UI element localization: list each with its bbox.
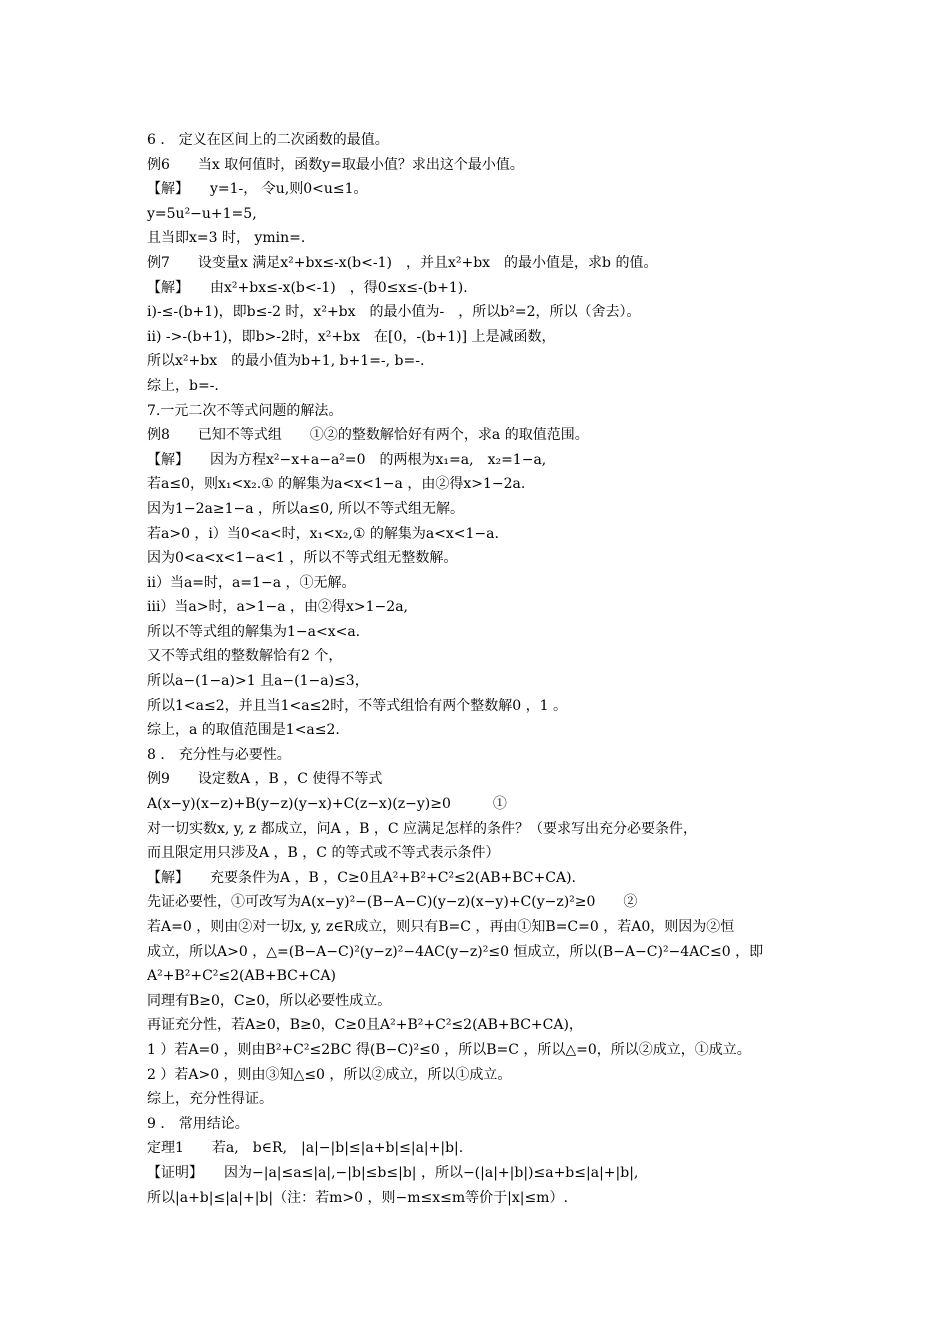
text-line: 再证充分性，若A≥0，B≥0，C≥0且A²+B²+C²≤2(AB+BC+CA)， xyxy=(147,1017,583,1034)
text-line: 同理有B≥0，C≥0，所以必要性成立。 xyxy=(147,992,392,1009)
text-line: 综上，b=-. xyxy=(147,377,219,394)
text-line: 所以a−(1−a)>1 且a−(1−a)≤3， xyxy=(147,673,369,690)
text-line: 若a>0 ，ⅰ）当0<a<时，x₁<x₂,① 的解集为a<x<1−a. xyxy=(147,525,499,542)
text-line: 所以x²+bx 的最小值为b+1, b+1=-, b=-. xyxy=(147,353,425,370)
text-line: 所以1<a≤2，并且当1<a≤2时，不等式组恰有两个整数解0 ，1 。 xyxy=(147,697,567,714)
text-line: ⅱ）当a=时，a=1−a ，①无解。 xyxy=(147,574,356,591)
example-8: 例8 已知不等式组 ①②的整数解恰好有两个，求a 的取值范围。 xyxy=(147,427,589,444)
text-line: 又不等式组的整数解恰有2 个， xyxy=(147,648,343,665)
text-line: ⅱ) ->-(b+1)，即b>-2时，x²+bx 在[0，-(b+1)] 上是减函数， xyxy=(147,328,556,345)
text-line: y=5u²−u+1=5, xyxy=(147,205,257,222)
text-line: ⅰ)-≤-(b+1)，即b≤-2 时，x²+bx 的最小值为- ，所以b²=2，所以（舍去）。 xyxy=(147,304,641,321)
text-line: 而且限定用只涉及A ，B ，C 的等式或不等式表示条件） xyxy=(147,845,500,862)
example-6: 例6 当x 取何值时，函数y=取最小值？求出这个最小值。 xyxy=(147,156,524,173)
document-body xyxy=(147,128,837,1210)
text-line: 若a≤0，则x₁<x₂.① 的解集为a<x<1−a ，由②得x>1−2a. xyxy=(147,476,526,493)
section-heading: 8 ． 充分性与必要性。 xyxy=(147,746,291,763)
text-line: 1 ）若A=0 ，则由B²+C²≤2BC 得(B−C)²≤0 ，所以B=C ，所以△=0，所以②成立，①成立。 xyxy=(147,1041,751,1058)
example-9: 例9 设定数A ，B ，C 使得不等式 xyxy=(147,771,383,788)
proof-line: 【证明】 因为−|a|≤a≤|a|,−|b|≤b≤|b| ，所以−(|a|+|b|)≤a+b≤|a|+|b|, xyxy=(147,1164,639,1181)
solution-line: 【解】 充要条件为A ，B ，C≥0且A²+B²+C²≤2(AB+BC+CA). xyxy=(147,869,577,886)
text-line: 因为1−2a≥1−a ，所以a≤0, 所以不等式组无解。 xyxy=(147,500,464,517)
text-line: A(x−y)(x−z)+B(y−z)(y−x)+C(z−x)(z−y)≥0 ① xyxy=(147,796,507,813)
solution-line: 【解】 因为方程x²−x+a−a²=0 的两根为x₁=a, x₂=1−a, xyxy=(147,451,547,468)
text-line: 所以|a+b|≤|a|+|b|（注：若m>0 ，则−m≤x≤m等价于|x|≤m）. xyxy=(147,1189,568,1206)
section-heading: 7.一元二次不等式问题的解法。 xyxy=(147,402,343,419)
text-line: A²+B²+C²≤2(AB+BC+CA) xyxy=(147,968,336,985)
text-line: 因为0<a<x<1−a<1 ，所以不等式组无整数解。 xyxy=(147,550,458,567)
example-7: 例7 设变量x 满足x²+bx≤-x(b<-1) ，并且x²+bx 的最小值是，求b 的值。 xyxy=(147,254,658,271)
text-line: 成立，所以A>0 ，△=(B−A−C)²(y−z)²−4AC(y−z)²≤0 恒成立，所以(B−A−C)²−4AC≤0 ，即 xyxy=(147,943,764,960)
text-line: 先证必要性，①可改写为A(x−y)²−(B−A−C)(y−z)(x−y)+C(y−z)²≥0 ② xyxy=(147,894,638,911)
text-line: 若A=0 ，则由②对一切x, y, z∈R成立，则只有B=C ，再由①知B=C=0 ，若A0，则因为②恒 xyxy=(147,919,735,935)
section-heading: 6 ． 定义在区间上的二次函数的最值。 xyxy=(147,132,389,148)
text-line: 2 ）若A>0 ，则由③知△≤0 ，所以②成立，所以①成立。 xyxy=(147,1066,512,1083)
text-line: 所以不等式组的解集为1−a<x<a. xyxy=(147,623,361,640)
solution-line: 【解】 y=1-， 令u,则0<u≤1。 xyxy=(147,181,368,198)
theorem-1: 定理1 若a, b∈R, |a|−|b|≤|a+b|≤|a|+|b|. xyxy=(147,1140,464,1157)
text-line: 且当即x=3 时， ymin=. xyxy=(147,230,306,247)
text-line: 对一切实数x, y, z 都成立，问A ，B ，C 应满足怎样的条件？（要求写出充分必要条件， xyxy=(147,820,698,837)
text-line: 综上，a 的取值范围是1<a≤2. xyxy=(147,722,340,739)
section-heading: 9 ． 常用结论。 xyxy=(147,1115,249,1132)
text-line: 综上，充分性得证。 xyxy=(147,1091,273,1108)
text-line: ⅲ）当a>时，a>1−a ，由②得x>1−2a, xyxy=(147,599,408,616)
solution-line: 【解】 由x²+bx≤-x(b<-1) ，得0≤x≤-(b+1). xyxy=(147,279,468,296)
